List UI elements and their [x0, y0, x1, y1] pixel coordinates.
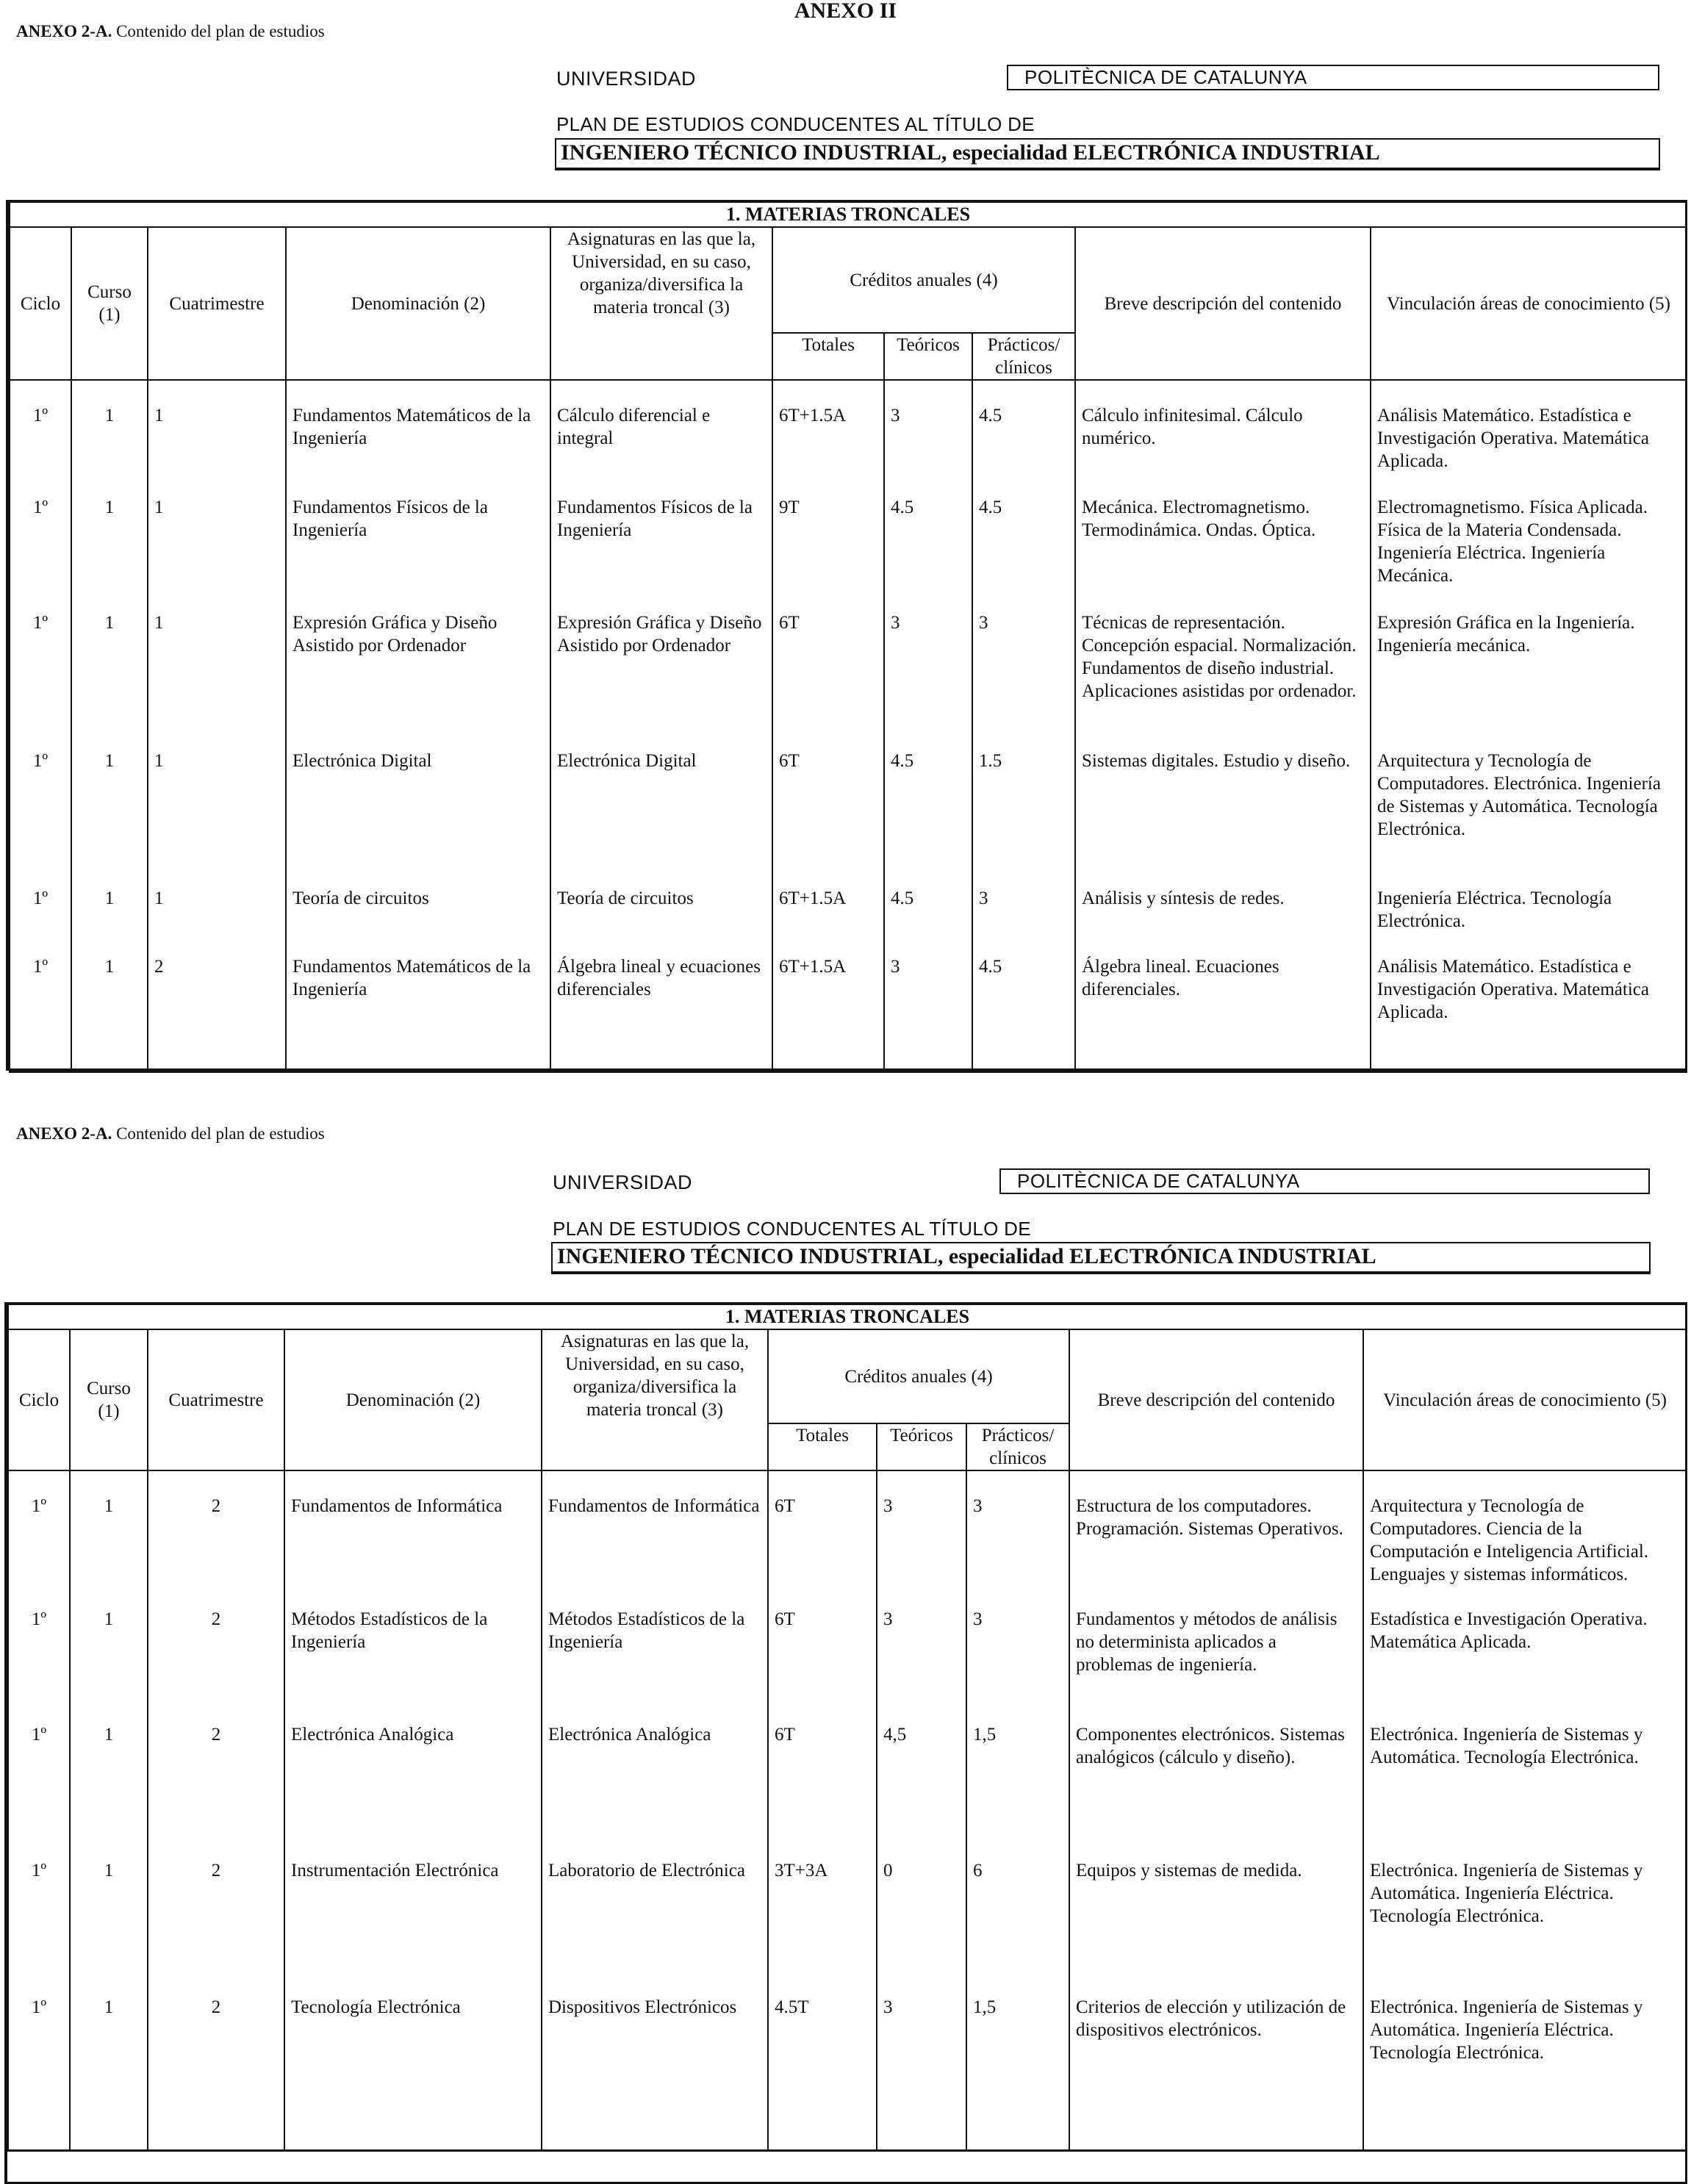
- cell-descripcion: Sistemas digitales. Estudio y diseño.: [1075, 750, 1371, 887]
- header-practicos: Prácticos/ clínicos: [972, 333, 1075, 380]
- cell-ciclo: 1º: [8, 1859, 70, 1996]
- cell-totales: 9T: [772, 496, 884, 611]
- university-label: UNIVERSIDAD: [553, 1171, 693, 1193]
- cell-curso: 1: [70, 1608, 148, 1723]
- cell-practicos: 1.5: [972, 750, 1075, 887]
- plan-label: PLAN DE ESTUDIOS CONDUCENTES AL TÍTULO DE: [556, 113, 1035, 135]
- cell-practicos: 1,5: [966, 1723, 1069, 1859]
- cell-curso: 1: [70, 1470, 148, 1608]
- cell-vinculacion: Electrónica. Ingeniería de Sistemas y Automática. Tecnología Electrónica.: [1363, 1723, 1687, 1859]
- cell-asignatura: Cálculo diferencial e integral: [550, 380, 772, 496]
- cell-denominacion: Fundamentos Matemáticos de la Ingeniería: [286, 955, 550, 1071]
- cell-curso: 1: [71, 496, 148, 611]
- cell-teoricos: 3: [884, 380, 972, 496]
- cell-practicos: 4.5: [972, 496, 1075, 611]
- cell-curso: 1: [71, 955, 148, 1071]
- cell-ciclo: 1º: [10, 380, 71, 496]
- cell-teoricos: 4.5: [884, 496, 972, 611]
- table-row: [10, 496, 1687, 611]
- materias-table-1: [9, 201, 1687, 1073]
- cell-cuatrimestre: 1: [148, 611, 286, 750]
- university-field: POLITÈCNICA DE CATALUNYA: [999, 1168, 1650, 1194]
- cell-totales: 3T+3A: [768, 1859, 877, 1996]
- annex-subtitle: Contenido del plan de estudios: [112, 22, 325, 40]
- cell-practicos: 1,5: [966, 1996, 1069, 2150]
- cell-practicos: 3: [966, 1608, 1069, 1723]
- cell-curso: 1: [70, 1723, 148, 1859]
- cell-cuatrimestre: 2: [148, 1723, 284, 1859]
- cell-teoricos: 3: [877, 1470, 966, 1608]
- cell-asignatura: Álgebra lineal y ecuaciones diferenciales: [550, 955, 772, 1071]
- cell-ciclo: 1º: [8, 1608, 70, 1723]
- header-asignaturas: Asignaturas en las que la, Universidad, en su caso, organiza/diversifica la materia troncal (3): [542, 1329, 768, 1470]
- header-cuatrimestre: Cuatrimestre: [148, 227, 286, 380]
- cell-vinculacion: Electrónica. Ingeniería de Sistemas y Automática. Ingeniería Eléctrica. Tecnología Electrónica.: [1363, 1996, 1687, 2150]
- cell-vinculacion: Ingeniería Eléctrica. Tecnología Electrónica.: [1371, 887, 1687, 955]
- cell-ciclo: 1º: [10, 955, 71, 1071]
- cell-curso: 1: [70, 1859, 148, 1996]
- cell-cuatrimestre: 2: [148, 1608, 284, 1723]
- cell-ciclo: 1º: [8, 1996, 70, 2150]
- cell-asignatura: Fundamentos de Informática: [542, 1470, 768, 1608]
- cell-teoricos: 4.5: [884, 750, 972, 887]
- cell-practicos: 4.5: [972, 955, 1075, 1071]
- cell-descripcion: Componentes electrónicos. Sistemas analógicos (cálculo y diseño).: [1069, 1723, 1363, 1859]
- cell-ciclo: 1º: [10, 496, 71, 611]
- table-row: [10, 955, 1687, 1071]
- table-row: [8, 1470, 1687, 1608]
- cell-asignatura: Métodos Estadísticos de la Ingeniería: [542, 1608, 768, 1723]
- cell-descripcion: Mecánica. Electromagnetismo. Termodinámica. Ondas. Óptica.: [1075, 496, 1371, 611]
- cell-denominacion: Fundamentos Matemáticos de la Ingeniería: [286, 380, 550, 496]
- plan-label: PLAN DE ESTUDIOS CONDUCENTES AL TÍTULO DE: [553, 1218, 1031, 1240]
- university-field: POLITÈCNICA DE CATALUNYA: [1007, 65, 1659, 90]
- cell-asignatura: Laboratorio de Electrónica: [542, 1859, 768, 1996]
- cell-vinculacion: Estadística e Investigación Operativa. Matemática Aplicada.: [1363, 1608, 1687, 1723]
- cell-totales: 6T: [768, 1470, 877, 1608]
- table-row: [10, 750, 1687, 887]
- header-vinculacion: Vinculación áreas de conocimiento (5): [1363, 1329, 1687, 1470]
- cell-cuatrimestre: 1: [148, 887, 286, 955]
- cell-denominacion: Fundamentos Físicos de la Ingeniería: [286, 496, 550, 611]
- cell-descripcion: Técnicas de representación. Concepción espacial. Normalización. Fundamentos de diseño industrial. Aplicaciones asistidas por ordenador.: [1075, 611, 1371, 750]
- cell-descripcion: Fundamentos y métodos de análisis no determinista aplicados a problemas de ingeniería.: [1069, 1608, 1363, 1723]
- cell-descripcion: Criterios de elección y utilización de dispositivos electrónicos.: [1069, 1996, 1363, 2150]
- cell-asignatura: Expresión Gráfica y Diseño Asistido por Ordenador: [550, 611, 772, 750]
- cell-asignatura: Electrónica Digital: [550, 750, 772, 887]
- cell-curso: 1: [71, 750, 148, 887]
- table-row: [10, 380, 1687, 496]
- cell-ciclo: 1º: [10, 887, 71, 955]
- annex-code: ANEXO 2-A.: [16, 1124, 112, 1143]
- cell-asignatura: Dispositivos Electrónicos: [542, 1996, 768, 2150]
- cell-vinculacion: Expresión Gráfica en la Ingeniería. Ingeniería mecánica.: [1371, 611, 1687, 750]
- header-ciclo: Ciclo: [10, 227, 71, 380]
- cell-vinculacion: Arquitectura y Tecnología de Computadores. Ciencia de la Computación e Inteligencia Artificial. Lenguajes y sistemas informáticos.: [1363, 1470, 1687, 1608]
- header-teoricos: Teóricos: [884, 333, 972, 380]
- header-creditos: Créditos anuales (4): [772, 227, 1075, 333]
- header-curso: Curso (1): [71, 227, 148, 380]
- cell-teoricos: 4.5: [884, 887, 972, 955]
- cell-vinculacion: Electromagnetismo. Física Aplicada. Física de la Materia Condensada. Ingeniería Eléctrica. Ingeniería Mecánica.: [1371, 496, 1687, 611]
- cell-practicos: 6: [966, 1859, 1069, 1996]
- cell-practicos: 3: [966, 1470, 1069, 1608]
- annex-subtitle: Contenido del plan de estudios: [112, 1124, 325, 1143]
- table-row: [8, 1859, 1687, 1996]
- table-row: [10, 611, 1687, 750]
- cell-totales: 6T: [768, 1723, 877, 1859]
- table-row: [8, 1723, 1687, 1859]
- header-curso: Curso (1): [70, 1329, 148, 1470]
- cell-cuatrimestre: 1: [148, 380, 286, 496]
- cell-practicos: 3: [972, 611, 1075, 750]
- annex-code: ANEXO 2-A.: [16, 22, 112, 40]
- header-descripcion: Breve descripción del contenido: [1075, 227, 1371, 380]
- cell-denominacion: Teoría de circuitos: [286, 887, 550, 955]
- cell-cuatrimestre: 2: [148, 1996, 284, 2150]
- cell-descripcion: Álgebra lineal. Ecuaciones diferenciales.: [1075, 955, 1371, 1071]
- cell-curso: 1: [71, 887, 148, 955]
- header-asignaturas: Asignaturas en las que la, Universidad, en su caso, organiza/diversifica la materia troncal (3): [550, 227, 772, 380]
- cell-cuatrimestre: 2: [148, 1859, 284, 1996]
- degree-title: INGENIERO TÉCNICO INDUSTRIAL, especialidad ELECTRÓNICA INDUSTRIAL: [555, 138, 1660, 170]
- cell-teoricos: 3: [884, 955, 972, 1071]
- cell-asignatura: Fundamentos Físicos de la Ingeniería: [550, 496, 772, 611]
- header-denominacion: Denominación (2): [284, 1329, 542, 1470]
- cell-cuatrimestre: 1: [148, 496, 286, 611]
- cell-curso: 1: [71, 380, 148, 496]
- cell-teoricos: 3: [877, 1608, 966, 1723]
- cell-denominacion: Expresión Gráfica y Diseño Asistido por Ordenador: [286, 611, 550, 750]
- cell-totales: 6T: [772, 611, 884, 750]
- header-ciclo: Ciclo: [8, 1329, 70, 1470]
- header-teoricos: Teóricos: [877, 1423, 966, 1470]
- cell-cuatrimestre: 2: [148, 1470, 284, 1608]
- cell-denominacion: Métodos Estadísticos de la Ingeniería: [284, 1608, 542, 1723]
- cell-practicos: 4.5: [972, 380, 1075, 496]
- cell-totales: 6T: [772, 750, 884, 887]
- cell-teoricos: 0: [877, 1859, 966, 1996]
- header-descripcion: Breve descripción del contenido: [1069, 1329, 1363, 1470]
- table-row: [8, 1608, 1687, 1723]
- cell-descripcion: Análisis y síntesis de redes.: [1075, 887, 1371, 955]
- header-denominacion: Denominación (2): [286, 227, 550, 380]
- header-totales: Totales: [772, 333, 884, 380]
- annex-heading: [16, 22, 325, 41]
- cell-practicos: 3: [972, 887, 1075, 955]
- section-title: 1. MATERIAS TRONCALES: [10, 202, 1687, 227]
- page-title: ANEXO II: [794, 0, 897, 23]
- cell-vinculacion: Arquitectura y Tecnología de Computadores. Electrónica. Ingeniería de Sistemas y Automática. Tecnología Electrónica.: [1371, 750, 1687, 887]
- materias-table-2: [7, 1304, 1687, 2152]
- cell-denominacion: Fundamentos de Informática: [284, 1470, 542, 1608]
- header-creditos: Créditos anuales (4): [768, 1329, 1069, 1423]
- cell-curso: 1: [71, 611, 148, 750]
- cell-totales: 4.5T: [768, 1996, 877, 2150]
- cell-vinculacion: Electrónica. Ingeniería de Sistemas y Automática. Ingeniería Eléctrica. Tecnología Electrónica.: [1363, 1859, 1687, 1996]
- cell-denominacion: Electrónica Digital: [286, 750, 550, 887]
- cell-asignatura: Teoría de circuitos: [550, 887, 772, 955]
- table-row: [10, 887, 1687, 955]
- cell-denominacion: Instrumentación Electrónica: [284, 1859, 542, 1996]
- annex-heading: [16, 1124, 325, 1143]
- cell-ciclo: 1º: [10, 611, 71, 750]
- degree-title: INGENIERO TÉCNICO INDUSTRIAL, especialidad ELECTRÓNICA INDUSTRIAL: [551, 1242, 1651, 1274]
- cell-asignatura: Electrónica Analógica: [542, 1723, 768, 1859]
- cell-teoricos: 4,5: [877, 1723, 966, 1859]
- cell-denominacion: Electrónica Analógica: [284, 1723, 542, 1859]
- cell-descripcion: Equipos y sistemas de medida.: [1069, 1859, 1363, 1996]
- table-row: [8, 1996, 1687, 2150]
- cell-vinculacion: Análisis Matemático. Estadística e Investigación Operativa. Matemática Aplicada.: [1371, 955, 1687, 1071]
- header-practicos: Prácticos/ clínicos: [966, 1423, 1069, 1470]
- cell-totales: 6T+1.5A: [772, 955, 884, 1071]
- cell-ciclo: 1º: [8, 1723, 70, 1859]
- header-vinculacion: Vinculación áreas de conocimiento (5): [1371, 227, 1687, 380]
- cell-ciclo: 1º: [8, 1470, 70, 1608]
- header-totales: Totales: [768, 1423, 877, 1470]
- header-cuatrimestre: Cuatrimestre: [148, 1329, 284, 1470]
- cell-descripcion: Cálculo infinitesimal. Cálculo numérico.: [1075, 380, 1371, 496]
- cell-totales: 6T+1.5A: [772, 887, 884, 955]
- section-title: 1. MATERIAS TRONCALES: [8, 1304, 1687, 1329]
- cell-descripcion: Estructura de los computadores. Programación. Sistemas Operativos.: [1069, 1470, 1363, 1608]
- cell-cuatrimestre: 1: [148, 750, 286, 887]
- cell-totales: 6T: [768, 1608, 877, 1723]
- cell-curso: 1: [70, 1996, 148, 2150]
- cell-cuatrimestre: 2: [148, 955, 286, 1071]
- cell-totales: 6T+1.5A: [772, 380, 884, 496]
- cell-denominacion: Tecnología Electrónica: [284, 1996, 542, 2150]
- cell-teoricos: 3: [877, 1996, 966, 2150]
- cell-vinculacion: Análisis Matemático. Estadística e Investigación Operativa. Matemática Aplicada.: [1371, 380, 1687, 496]
- university-label: UNIVERSIDAD: [556, 68, 697, 90]
- cell-ciclo: 1º: [10, 750, 71, 887]
- cell-teoricos: 3: [884, 611, 972, 750]
